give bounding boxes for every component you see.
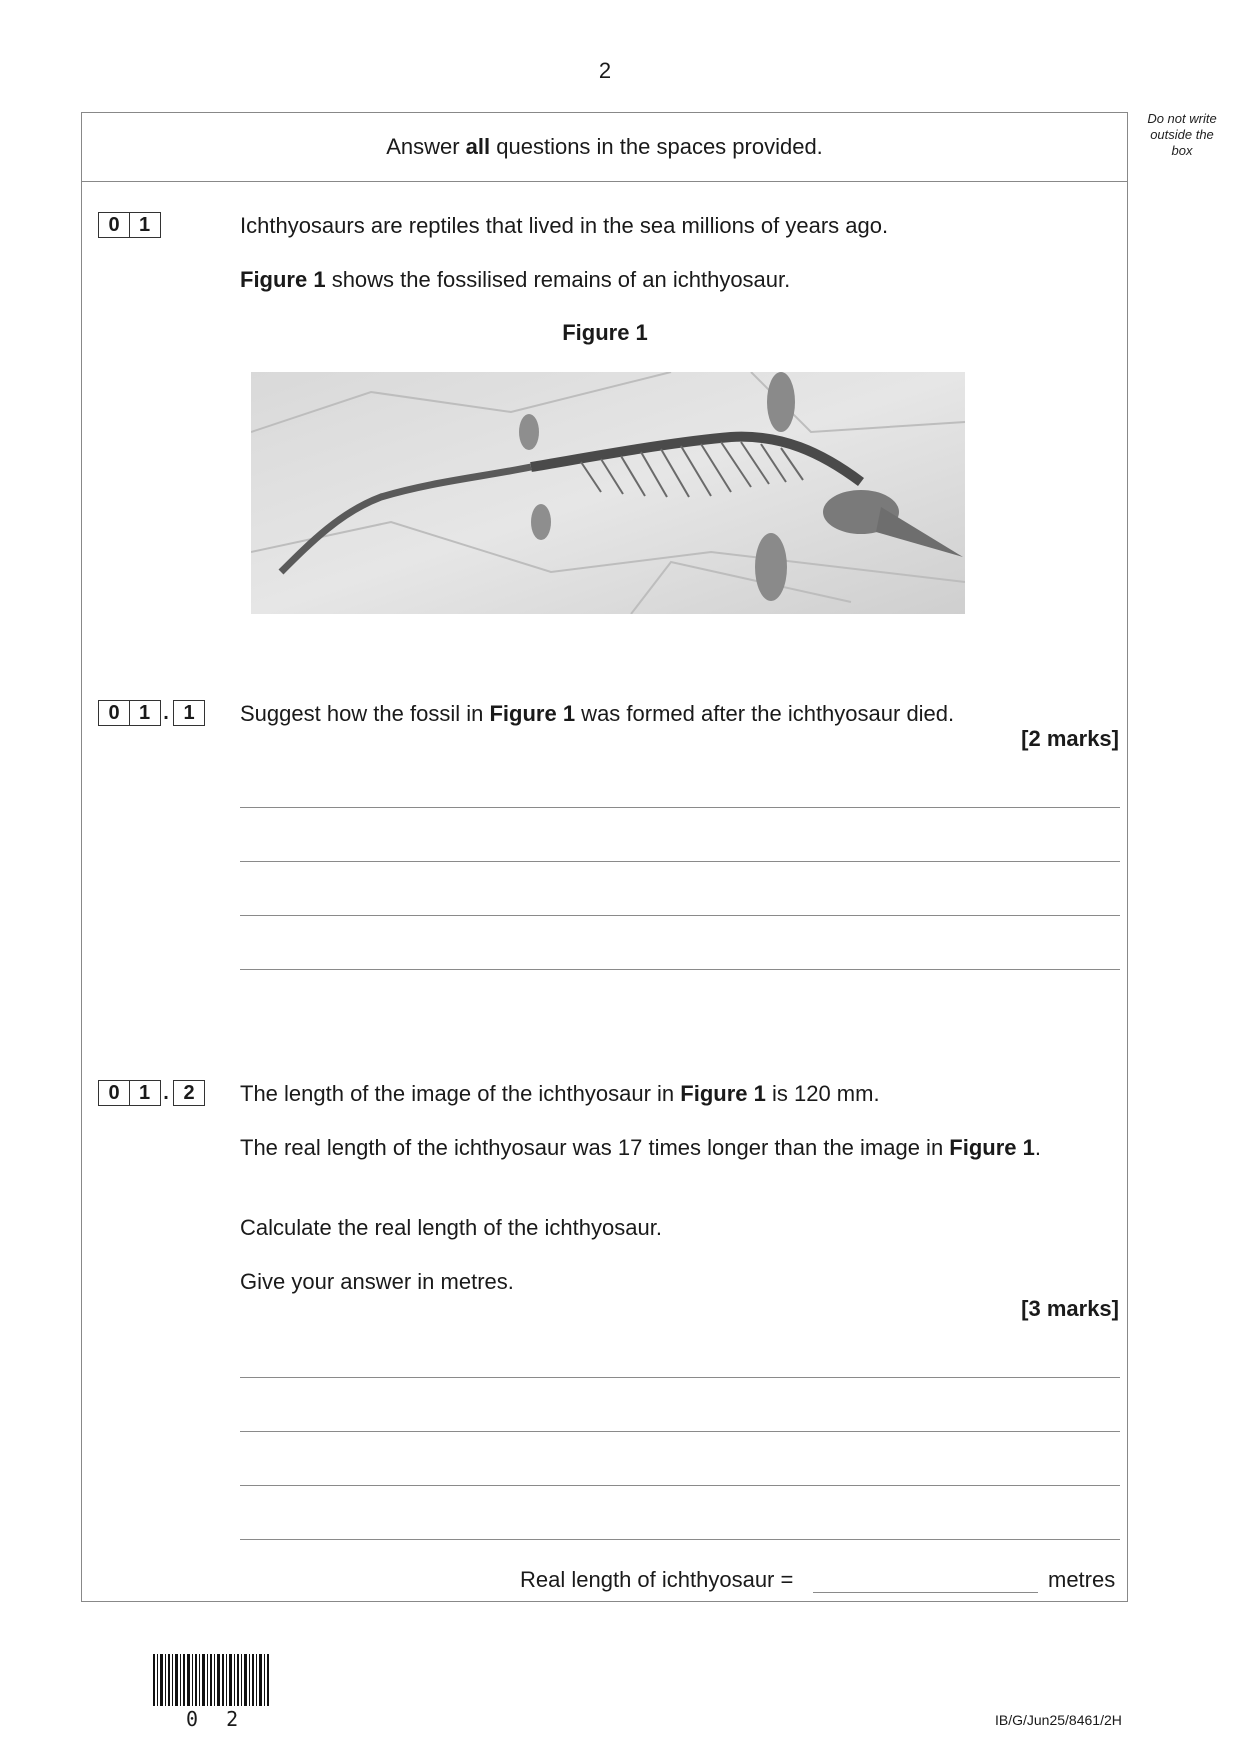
q01-1-prefix: Suggest how the fossil in: [240, 701, 490, 726]
q01-1-text: [240, 700, 954, 728]
marks-label: [2 marks]: [1021, 726, 1119, 751]
q01-2-line-1-suffix: is 120 mm.: [765, 1081, 880, 1106]
qnum-dot: .: [163, 1081, 169, 1104]
instruction-prefix: Answer: [386, 133, 466, 159]
figure-ref: Figure 1: [240, 267, 326, 292]
barcode: [153, 1654, 269, 1706]
margin-note-line-2: outside the: [1150, 127, 1214, 142]
instruction-bold: all: [465, 133, 491, 159]
answer-line[interactable]: [240, 915, 1120, 916]
instruction-header: [81, 112, 1128, 182]
q01-2-line-1: [240, 1080, 880, 1108]
question-number-01-1: [98, 700, 204, 726]
answer-line[interactable]: [240, 1431, 1120, 1432]
q01-2-line-1-prefix: The length of the image of the ichthyosaur in: [240, 1081, 681, 1106]
answer-line[interactable]: [240, 1539, 1120, 1540]
answer-unit: metres: [1048, 1567, 1116, 1592]
answer-line[interactable]: [240, 1485, 1120, 1486]
answer-line[interactable]: [240, 1377, 1120, 1378]
instruction-suffix: questions in the spaces provided.: [490, 133, 823, 159]
q01-2-line-2-suffix: .: [1034, 1135, 1041, 1160]
qnum-dot: .: [163, 701, 169, 724]
answer-line[interactable]: [240, 861, 1120, 862]
question-number-01-2: [98, 1080, 204, 1106]
figure-ref: Figure 1: [489, 701, 576, 726]
footer-code: IB/G/Jun25/8461/2H: [995, 1712, 1122, 1728]
qnum-digit: 0: [98, 212, 130, 238]
answer-line[interactable]: [240, 969, 1120, 970]
barcode-number: 0 2: [186, 1707, 247, 1731]
qnum-digit: 2: [173, 1080, 205, 1106]
q01-2-line-4: Give your answer in metres.: [240, 1269, 514, 1294]
qnum-digit: 1: [129, 212, 161, 238]
margin-note-line-1: Do not write: [1147, 111, 1217, 126]
qnum-digit: 0: [98, 1080, 130, 1106]
q01-figure-sentence: [240, 266, 790, 294]
figure-sentence-rest: shows the fossilised remains of an ichthyosaur.: [325, 267, 791, 292]
qnum-digit: 1: [129, 700, 161, 726]
margin-note: [1130, 111, 1234, 159]
figure-ref: Figure 1: [680, 1081, 766, 1106]
qnum-digit: 1: [173, 700, 205, 726]
q01-intro: Ichthyosaurs are reptiles that lived in the sea millions of years ago.: [240, 213, 889, 238]
q01-2-line-3: Calculate the real length of the ichthyosaur.: [240, 1215, 662, 1240]
qnum-digit: 0: [98, 700, 130, 726]
marks-label: [3 marks]: [1021, 1296, 1119, 1321]
margin-note-line-3: box: [1171, 143, 1193, 158]
question-number-01: [98, 212, 159, 238]
page-number: 2: [598, 58, 612, 83]
qnum-digit: 1: [129, 1080, 161, 1106]
answer-line[interactable]: [240, 807, 1120, 808]
fossil-image: [251, 372, 965, 614]
q01-2-line-2-prefix: The real length of the ichthyosaur was 17 times longer than the image in: [240, 1135, 950, 1160]
q01-1-suffix: was formed after the ichthyosaur died.: [575, 701, 955, 726]
answer-label: Real length of ichthyosaur =: [520, 1567, 794, 1592]
q01-2-line-2: [240, 1134, 1041, 1162]
figure-ref: Figure 1: [949, 1135, 1035, 1160]
answer-input-line[interactable]: [813, 1592, 1038, 1593]
figure-title: Figure 1: [562, 320, 648, 345]
